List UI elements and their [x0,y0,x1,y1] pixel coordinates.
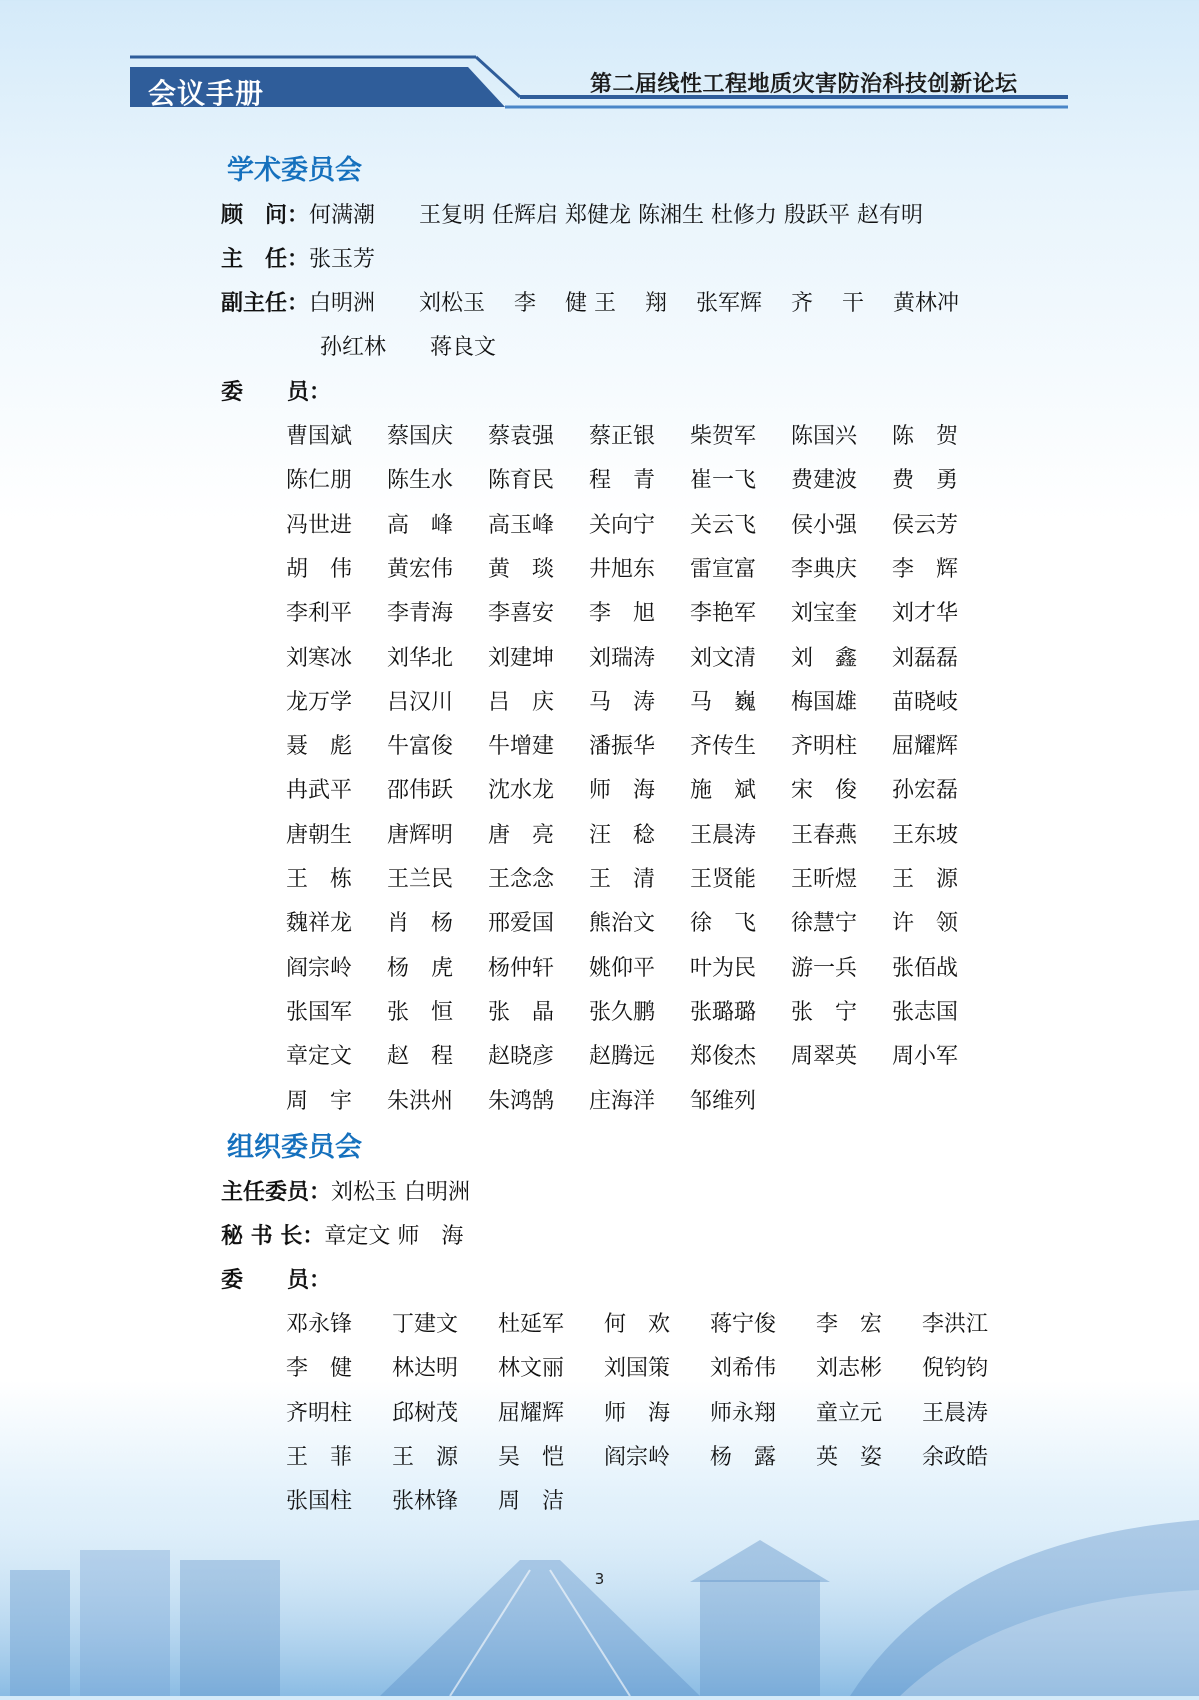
member-name: 黄宏伟 [387,556,454,582]
page-number: 3 [594,1570,605,1588]
member-name: 英 姿 [816,1444,883,1470]
member-name: 周小军 [892,1044,959,1070]
member-name: 刘寒冰 [286,645,353,671]
member-name: 侯小强 [791,512,858,538]
deputy-names-line2: 孙红林 蒋良文 [320,335,497,360]
member-name: 杨 虎 [387,955,454,981]
member-name: 唐 亮 [488,822,555,848]
member-name: 陈 贺 [892,424,959,449]
member-name: 刘志彬 [816,1356,883,1382]
member-name: 王晨涛 [690,822,757,848]
advisor-row [221,198,923,229]
member-name: 朱洪州 [387,1088,454,1114]
member-name: 赵晓彦 [488,1044,555,1070]
member-name: 吕 庆 [488,689,555,715]
member-name: 龙万学 [286,689,353,715]
secretary-names: 章定文 师 海 [324,1224,464,1249]
member-name: 程 青 [589,468,656,494]
member-name: 刘才华 [892,601,959,627]
member-name: 李 旭 [589,601,656,627]
member-name: 刘国策 [604,1356,671,1382]
forum-title: 第二届线性工程地质灾害防治科技创新论坛 [590,72,1018,97]
member-name: 李 宏 [816,1312,883,1337]
member-name: 王贤能 [690,867,757,892]
member-name: 许 领 [892,911,959,937]
member-name: 师永翔 [710,1400,777,1426]
member-name: 黄 琰 [488,556,555,582]
member-name: 吕汉川 [387,689,454,715]
member-name: 王 菲 [286,1444,353,1470]
organizing-members-label-row [221,1263,331,1294]
member-name: 张志国 [892,999,959,1025]
organizing-members-label: 委 员： [221,1268,332,1293]
member-name: 张 宁 [791,999,858,1025]
member-name: 陈育民 [488,468,555,494]
member-name: 陈国兴 [791,424,858,449]
member-name: 关云飞 [690,512,757,538]
member-name: 柴贺军 [690,424,757,449]
member-name: 刘 鑫 [791,645,858,671]
member-name: 雷宣富 [690,556,757,582]
advisor-names: 何满潮 王复明 任辉启 郑健龙 陈湘生 杜修力 殷跃平 赵有明 [309,203,923,228]
member-name: 施 斌 [690,778,757,804]
member-name: 余政皓 [922,1444,989,1470]
member-name: 关向宁 [589,512,656,538]
member-name: 沈水龙 [488,778,555,804]
member-name: 冯世进 [286,512,353,538]
member-name: 邹维列 [690,1088,757,1114]
academic-members-label: 委 员： [221,380,332,405]
secretary-label: 秘 书 长： [221,1224,325,1249]
member-name: 蔡国庆 [387,424,454,449]
member-name: 梅国雄 [791,689,858,715]
member-name: 宋 俊 [791,778,858,804]
member-name: 高玉峰 [488,512,555,538]
member-name: 曹国斌 [286,424,353,449]
member-name: 邵伟跃 [387,778,454,804]
member-name: 蒋宁俊 [710,1312,777,1337]
footer-decoration [0,1500,1199,1696]
member-name: 崔一飞 [690,468,757,494]
member-name: 马 巍 [690,689,757,715]
chair-row [221,1175,470,1206]
member-name: 齐传生 [690,734,757,760]
member-name: 李青海 [387,601,454,627]
academic-committee-title: 学术委员会 [227,155,362,186]
academic-members-label-row [221,375,331,406]
organizing-committee-title: 组织委员会 [227,1132,362,1163]
member-name: 邓永锋 [286,1312,353,1337]
header-banner [0,0,1199,120]
member-name: 林文丽 [498,1356,565,1382]
member-name: 邢爱国 [488,911,555,937]
member-name: 何 欢 [604,1312,671,1337]
deputy-row-continued [320,330,496,361]
member-name: 冉武平 [286,778,353,804]
member-name: 魏祥龙 [286,911,353,937]
member-name: 屈耀辉 [892,734,959,760]
member-name: 倪钧钧 [922,1356,989,1382]
member-name: 李 辉 [892,556,959,582]
member-name: 徐慧宁 [791,911,858,937]
member-name: 刘希伟 [710,1356,777,1382]
member-name: 潘振华 [589,734,656,760]
member-name: 王昕煜 [791,867,858,892]
member-name: 阎宗岭 [286,955,353,981]
member-name: 蔡正银 [589,424,656,449]
member-name: 刘磊磊 [892,645,959,671]
member-name: 李典庆 [791,556,858,582]
member-name: 牛增建 [488,734,555,760]
member-name: 刘文清 [690,645,757,671]
member-name: 高 峰 [387,512,454,538]
member-name: 马 涛 [589,689,656,715]
secretary-row [221,1219,463,1250]
member-name: 王 栋 [286,867,353,892]
member-name: 苗晓岐 [892,689,959,715]
member-name: 章定文 [286,1044,353,1070]
member-name: 师 海 [604,1400,671,1426]
chair-names: 刘松玉 白明洲 [331,1180,471,1205]
member-name: 刘建坤 [488,645,555,671]
member-name: 邱树茂 [392,1400,459,1426]
member-name: 齐明柱 [286,1400,353,1426]
member-name: 周 宇 [286,1088,353,1114]
member-name: 唐辉明 [387,822,454,848]
member-name: 赵 程 [387,1044,454,1070]
member-name: 王东坡 [892,822,959,848]
member-name: 张璐璐 [690,999,757,1025]
advisor-label: 顾 问： [221,203,310,228]
director-names: 张玉芳 [309,247,376,272]
member-name: 唐朝生 [286,822,353,848]
member-name: 朱鸿鹄 [488,1088,555,1114]
member-name: 张佰战 [892,955,959,981]
member-name: 张 恒 [387,999,454,1025]
footer-landscape-graphic [0,1500,1199,1696]
member-name: 刘宝奎 [791,601,858,627]
member-name: 刘华北 [387,645,454,671]
member-name: 王 清 [589,867,656,892]
member-name: 费建波 [791,468,858,494]
member-name: 屈耀辉 [498,1400,565,1426]
member-name: 叶为民 [690,955,757,981]
member-name: 师 海 [589,778,656,804]
member-name: 熊治文 [589,911,656,937]
member-name: 陈生水 [387,468,454,494]
member-name: 周翠英 [791,1044,858,1070]
deputy-label: 副主任： [221,291,310,316]
member-name: 侯云芳 [892,512,959,538]
member-name: 杨 露 [710,1444,777,1470]
member-name: 童立元 [816,1400,883,1426]
director-row [221,242,375,273]
member-name: 王晨涛 [922,1400,989,1426]
member-name: 张 晶 [488,999,555,1025]
chair-label: 主任委员： [221,1180,332,1205]
member-name: 孙宏磊 [892,778,959,804]
member-name: 肖 杨 [387,911,454,937]
member-name: 李 健 [286,1356,353,1382]
member-name: 林达明 [392,1356,459,1382]
member-name: 赵腾远 [589,1044,656,1070]
member-name: 胡 伟 [286,556,353,582]
member-name: 牛富俊 [387,734,454,760]
member-name: 李艳军 [690,601,757,627]
deputy-row [221,286,959,317]
member-name: 郑俊杰 [690,1044,757,1070]
member-name: 阎宗岭 [604,1444,671,1470]
member-name: 张国军 [286,999,353,1025]
member-name: 吴 恺 [498,1444,565,1470]
member-name: 游一兵 [791,955,858,981]
member-name: 王 源 [892,867,959,892]
member-name: 刘瑞涛 [589,645,656,671]
deputy-names-line1: 白明洲 刘松玉 李 健 王 翔 张军辉 齐 干 黄林冲 [309,291,959,316]
director-label: 主 任： [221,247,310,272]
member-name: 蔡袁强 [488,424,555,449]
member-name: 齐明柱 [791,734,858,760]
member-name: 姚仰平 [589,955,656,981]
member-name: 汪 稔 [589,822,656,848]
member-name: 王 源 [392,1444,459,1470]
member-name: 费 勇 [892,468,959,494]
member-name: 陈仁朋 [286,468,353,494]
member-name: 王念念 [488,867,555,892]
member-name: 李喜安 [488,601,555,627]
member-name: 王兰民 [387,867,454,892]
member-name: 张久鹏 [589,999,656,1025]
member-name: 井旭东 [589,556,656,582]
member-name: 徐 飞 [690,911,757,937]
member-name: 李利平 [286,601,353,627]
handbook-title: 会议手册 [148,77,265,110]
member-name: 杜延军 [498,1312,565,1337]
member-name: 杨仲轩 [488,955,555,981]
member-name: 丁建文 [392,1312,459,1337]
member-name: 聂 彪 [286,734,353,760]
member-name: 王春燕 [791,822,858,848]
member-name: 庄海洋 [589,1088,656,1114]
member-name: 李洪江 [922,1312,989,1337]
